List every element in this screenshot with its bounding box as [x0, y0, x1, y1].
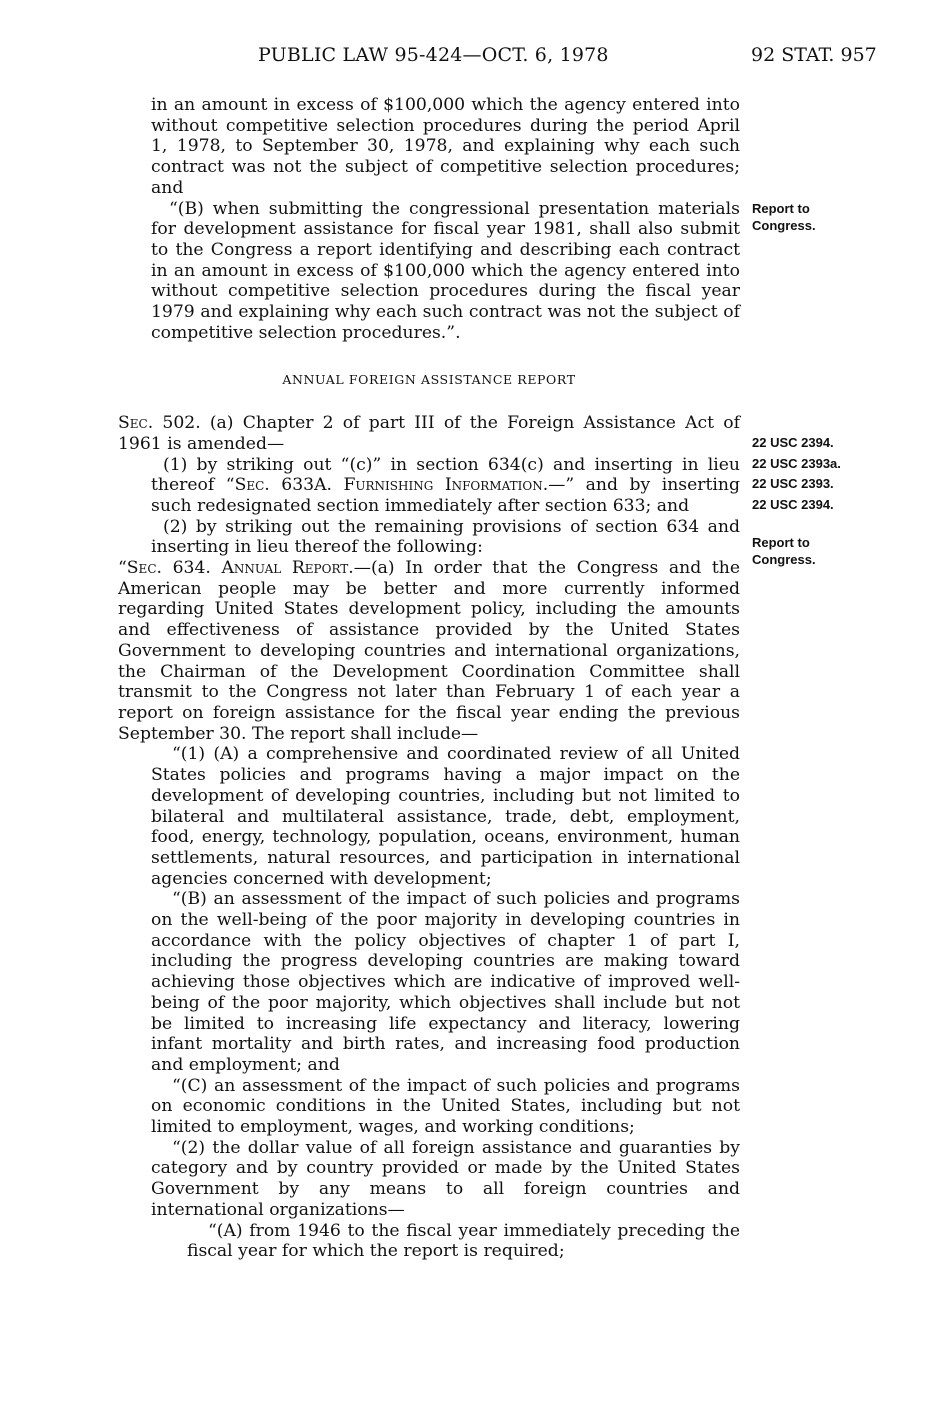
usc-citation: 22 USC 2393a.	[752, 455, 841, 471]
section-502-text: 502. (a) Chapter 2 of part III of the Foreign Assistance Act of 1961 is amended—	[118, 413, 740, 454]
margin-note-line: Report to	[752, 201, 810, 216]
amendment-item-1	[118, 455, 740, 517]
paragraph-b	[118, 199, 740, 344]
item1-smallcaps: Sec. 633A. Furnishing Information.	[234, 475, 549, 496]
margin-note-report-2	[752, 534, 932, 568]
page-header-title: PUBLIC LAW 95-424—OCT. 6, 1978	[258, 44, 609, 66]
margin-note-usc-list	[752, 433, 932, 516]
clause-1-a: “(1) (A) a comprehensive and coordinated review of all United States policies and programs having a major impact on the development of developing countries, including but not limited to bilateral and multilateral assistance, trade, debt, employment, food, energy, technology, population, oceans, environment, human settlements, natural resources, and participation in international agencies concerned with development;	[151, 744, 740, 889]
usc-citation: 22 USC 2393.	[752, 476, 834, 492]
section-634-text: —(a) In order that the Congress and the American people may be better and more currently informed regarding United States development policy, including the amounts and effectiveness of assistance provided by the United States Government to developing countries and international organizations, the Chairman of the Development Coordination Committee shall transmit to the Congress not later than February 1 of each year a report on foreign assistance for the fiscal year ending the previous September 30. The report shall include—	[118, 558, 740, 744]
clause-2: “(2) the dollar value of all foreign assistance and guaranties by category and by country provided or made by the United States Government by any means to all foreign countries and international organizations—	[151, 1137, 740, 1220]
item1-part-b: —” and by inserting such redesignated section immediately after section 633; and	[151, 475, 740, 516]
clause-1-b: “(B) an assessment of the impact of such policies and programs on the well-being of the poor majority in developing countries in accordance with the policy objectives of chapter 1 of part I, including the progress developing countries are making toward achieving those objectives which are indicative of improved well-being of the poor majority, which objectives shall include but not be limited to increasing life expectancy and literacy, lowering infant mortality and birth rates, and increasing food production and employment; and	[151, 889, 740, 1075]
paragraph-continuation: in an amount in excess of $100,000 which the agency entered into without competitive selection procedures during the period April 1, 1978, to September 30, 1978, and explaining why each such contract was not the subject of competitive selection procedures; and	[151, 95, 740, 198]
clause-1-c: “(C) an assessment of the impact of such policies and programs on economic conditions in the United States, including but not limited to employment, wages, and working conditions;	[151, 1075, 740, 1138]
section-634	[118, 558, 740, 744]
paragraph-b-text: “(B) when submitting the congressional presentation materials for development assistance for fiscal year 1981, shall also submit to the Congress a report identifying and describing each contract in an amount in excess of $100,000 which the agency entered into without competitive selection procedures during the fiscal year 1979 and explaining why each such contract was not the subject of competitive selection procedures.”.	[151, 198, 740, 343]
margin-note-line: Congress.	[752, 552, 816, 567]
margin-note-line: Congress.	[752, 218, 816, 233]
section-heading: ANNUAL FOREIGN ASSISTANCE REPORT	[282, 372, 576, 388]
section-634-label: “Sec. 634. Annual Report.	[118, 558, 354, 579]
page-header-stat: 92 STAT. 957	[751, 44, 877, 66]
section-502	[118, 413, 740, 454]
usc-citation: 22 USC 2394.	[752, 497, 834, 513]
body-text	[118, 95, 740, 1262]
amendment-item-2: (2) by striking out the remaining provisions of section 634 and inserting in lieu thereof the following:	[151, 516, 740, 558]
usc-citation: 22 USC 2394.	[752, 435, 834, 450]
item1-part-a: (1) by striking out “(c)” in section 634(c) and inserting in lieu thereof “	[151, 454, 740, 496]
margin-note-line: Report to	[752, 535, 810, 550]
margin-note-report-1	[752, 200, 932, 234]
clause-2-a: “(A) from 1946 to the fiscal year immediately preceding the fiscal year for which the report is required;	[187, 1220, 740, 1262]
section-label: Sec.	[118, 413, 154, 434]
